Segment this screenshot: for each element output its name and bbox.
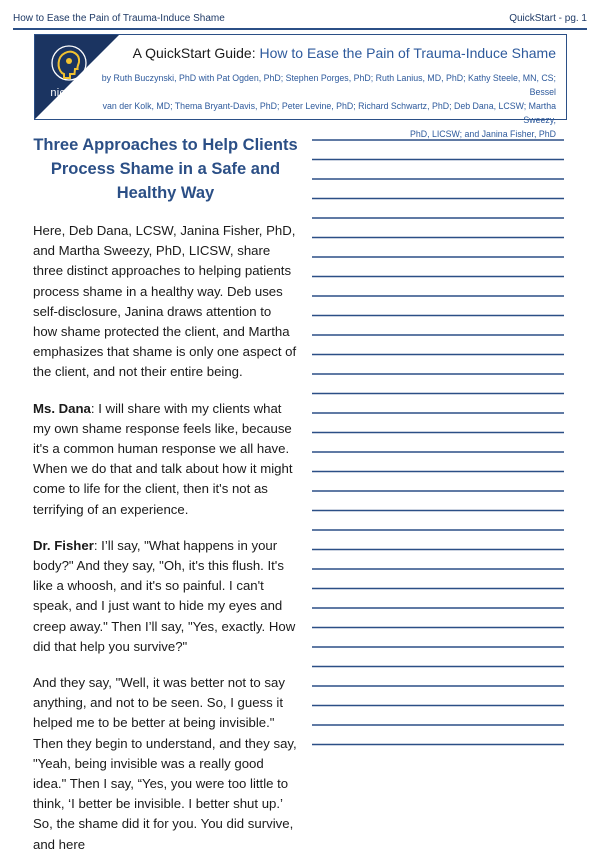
dana-paragraph <box>33 399 298 520</box>
authors-line: PhD, LICSW; and Janina Fisher, PhD <box>409 129 556 139</box>
authors-line: van der Kolk, MD; Thema Bryant-Davis, PhD; Peter Levine, PhD; Richard Schwartz, PhD; Deb Dana, LCSW; Martha Sweezy, <box>102 101 556 125</box>
guide-title <box>131 45 556 61</box>
intro-paragraph: Here, Deb Dana, LCSW, Janina Fisher, PhD, and Martha Sweezy, PhD, LICSW, share three distinct approaches to helping patients process shame in a healthy way. Deb uses self-disclosure, Janina draws attention to how shame protected the client, and Martha emphasizes that shame is only one aspect of the client, and not their entire being. <box>33 223 297 380</box>
guide-subtitle: How to Ease the Pain of Trauma-Induce Shame <box>259 45 556 61</box>
speaker-text: : I’ll say, "What happens in your body?" And they say, "Oh, it's this flush. It's like a whoosh, and it's so painful. I can't speak, and I just want to hide my eyes and creep away." Then I’ll say, "Yes, exactly. How did that help you survive?" <box>33 537 296 654</box>
guide-header-box <box>34 34 567 139</box>
authors <box>89 71 556 141</box>
article-title: Three Approaches to Help Clients Process Shame in a Safe and Healthy Way <box>33 136 298 202</box>
logo-text: nicabm <box>50 87 88 99</box>
speaker-name: Dr. Fisher <box>33 537 94 553</box>
logo-head-icon <box>45 41 93 89</box>
running-header-title: How to Ease the Pain of Trauma-Induce Shame <box>13 13 225 24</box>
continuation-paragraph: And they say, "Well, it was better not to say anything, and not to be seen. So, I guess it helped me to be better at being invisible." Then they begin to understand, and they say, "Yeah, being invisible was a really good idea." Then I say, “Yes, you were too little to think, ‘I better be invisible. I better shut up.’ So, the shame did it for you. You did survive, and here <box>33 675 297 852</box>
speaker-text: : I will share with my clients what my own shame response feels like, because it's a common human response we all have. When we do that and talk about how it might come to life for the client, then it's not as terrifying of an experience. <box>33 400 293 517</box>
authors-line: by Ruth Buczynski, PhD with Pat Ogden, PhD; Stephen Porges, PhD; Ruth Lanius, MD, PhD; Kathy Steele, MN, CS; Bessel <box>101 73 556 97</box>
article-column <box>33 133 298 855</box>
running-header-page: QuickStart - pg. 1 <box>509 13 587 24</box>
running-header-rule <box>13 28 587 30</box>
notes-lines <box>312 138 564 758</box>
notes-lines-area <box>312 138 564 758</box>
fisher-paragraph <box>33 536 298 657</box>
speaker-name: Ms. Dana <box>33 400 91 416</box>
running-header <box>13 13 587 27</box>
guide-label: A QuickStart Guide: <box>132 45 256 61</box>
